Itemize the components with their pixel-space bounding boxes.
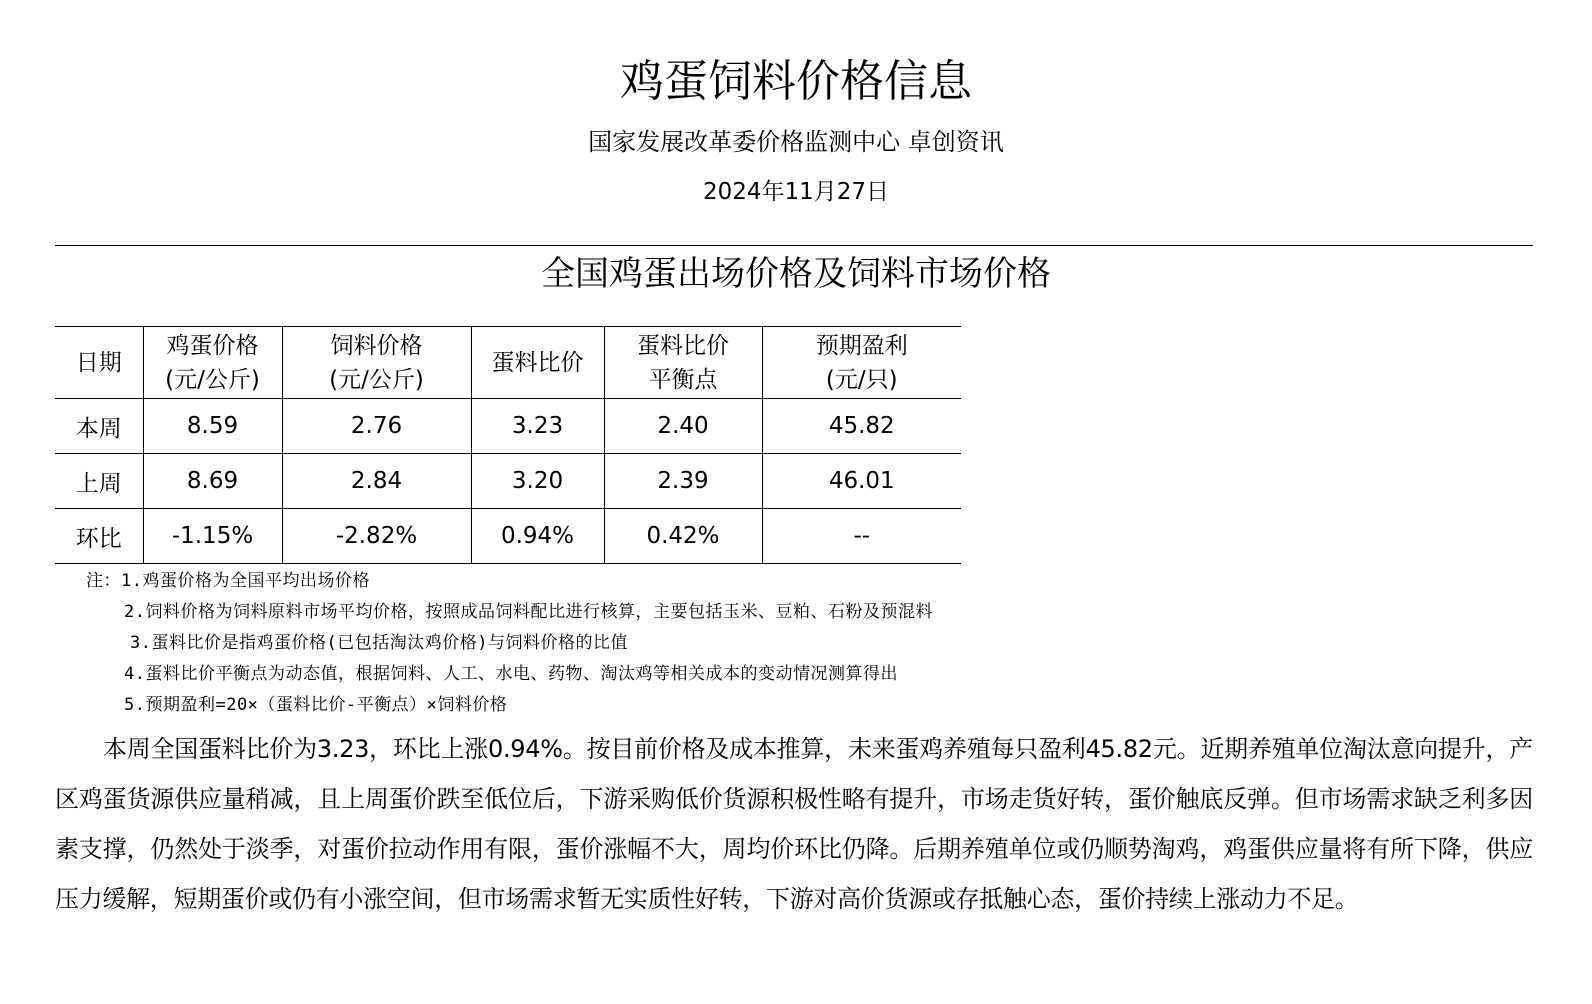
feed-price-cell: 2.76 bbox=[282, 399, 471, 454]
table-header-row bbox=[55, 327, 961, 399]
row-label: 环比 bbox=[75, 525, 122, 552]
header-date: 日期 bbox=[75, 349, 122, 376]
feed-price-cell: -2.82% bbox=[282, 509, 471, 564]
table-row bbox=[55, 454, 961, 509]
table-notes bbox=[0, 566, 1100, 721]
egg-price-cell: -1.15% bbox=[143, 509, 282, 564]
ratio-cell: 3.23 bbox=[471, 399, 604, 454]
section-title: 全国鸡蛋出场价格及饲料市场价格 bbox=[541, 254, 1051, 294]
balance-cell: 2.39 bbox=[604, 454, 762, 509]
egg-price-cell: 8.69 bbox=[143, 454, 282, 509]
header-divider bbox=[55, 245, 1533, 246]
profit-cell: 45.82 bbox=[762, 399, 961, 454]
table-row bbox=[55, 509, 961, 564]
row-label: 本周 bbox=[75, 415, 122, 442]
profit-cell: 46.01 bbox=[762, 454, 961, 509]
feed-price-cell: 2.84 bbox=[282, 454, 471, 509]
table-row bbox=[55, 399, 961, 454]
note-2: 2.饲料价格为饲料原料市场平均价格，按照成品饲料配比进行核算，主要包括玉米、豆粕、石粉及预混料 bbox=[124, 602, 933, 622]
header-egg-price: 鸡蛋价格 (元/公斤) bbox=[143, 327, 282, 399]
note-4: 4.蛋料比价平衡点为动态值，根据饲料、人工、水电、药物、淘汰鸡等相关成本的变动情况测算得出 bbox=[124, 664, 898, 684]
ratio-cell: 3.20 bbox=[471, 454, 604, 509]
price-table bbox=[55, 326, 961, 564]
profit-cell: -- bbox=[762, 509, 961, 564]
balance-cell: 2.40 bbox=[604, 399, 762, 454]
header-egg-feed-ratio: 蛋料比价 bbox=[471, 327, 604, 399]
ratio-cell: 0.94% bbox=[471, 509, 604, 564]
header-feed-price: 饲料价格 (元/公斤) bbox=[282, 327, 471, 399]
header-expected-profit: 预期盈利 (元/只) bbox=[762, 327, 961, 399]
balance-cell: 0.42% bbox=[604, 509, 762, 564]
egg-price-cell: 8.59 bbox=[143, 399, 282, 454]
note-5: 5.预期盈利=20×（蛋料比价-平衡点）×饲料价格 bbox=[124, 695, 508, 715]
note-3: 3.蛋料比价是指鸡蛋价格(已包括淘汰鸡价格)与饲料价格的比值 bbox=[130, 633, 628, 653]
header-ratio-balance: 蛋料比价 平衡点 bbox=[604, 327, 762, 399]
publisher-line: 国家发展改革委价格监测中心 卓创资讯 bbox=[588, 128, 1004, 156]
publish-date: 2024年11月27日 bbox=[702, 179, 890, 205]
row-label: 上周 bbox=[75, 470, 122, 497]
page-title: 鸡蛋饲料价格信息 bbox=[620, 56, 972, 107]
analysis-paragraph: 本周全国蛋料比价为3.23，环比上涨0.94%。按目前价格及成本推算，未来蛋鸡养殖每只盈利45.82元。近期养殖单位淘汰意向提升，产区鸡蛋货源供应量稍减，且上周蛋价跌至低位后，下游采购低价货源积极性略有提升，市场走货好转，蛋价触底反弹。但市场需求缺乏利多因素支撑，仍然处于淡季，对蛋价拉动作用有限，蛋价涨幅不大，周均价环比仍降。后期养殖单位或仍顺势淘鸡，鸡蛋供应量将有所下降，供应压力缓解，短期蛋价或仍有小涨空间，但市场需求暂无实质性好转，下游对高价货源或存抵触心态，蛋价持续上涨动力不足。 bbox=[55, 735, 1533, 913]
note-1: 注：1.鸡蛋价格为全国平均出场价格 bbox=[86, 571, 370, 591]
